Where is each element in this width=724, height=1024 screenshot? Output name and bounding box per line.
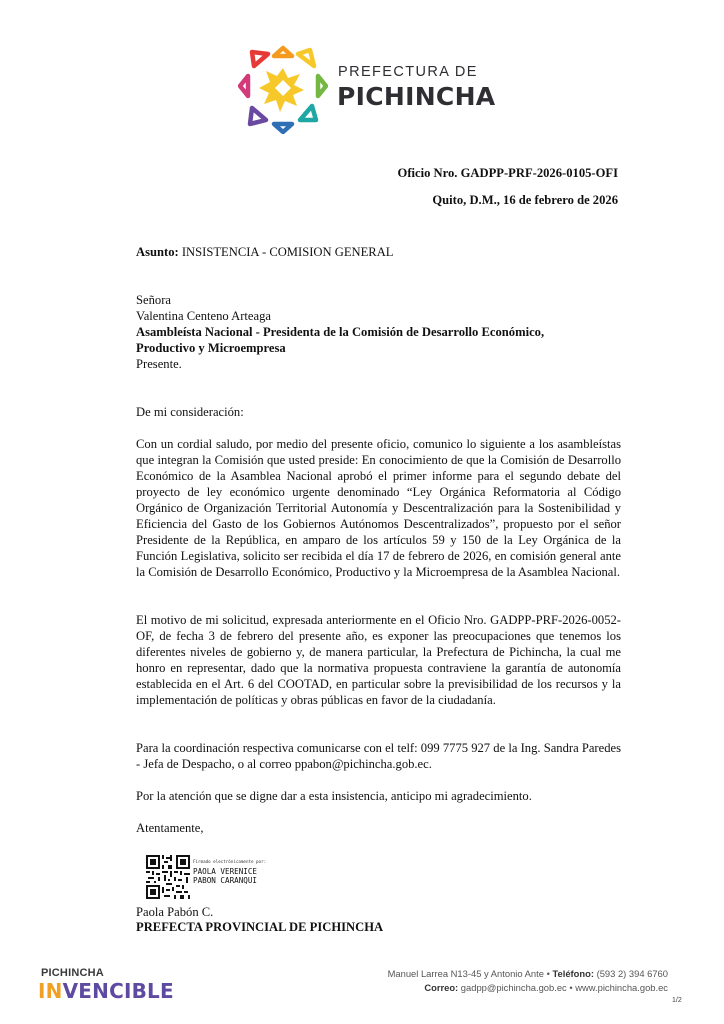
signed-electronically-label: Firmado electrónicamente por: bbox=[193, 859, 267, 864]
signer-line2: PABON CARANQUI bbox=[193, 876, 258, 885]
paragraph-3: Para la coordinación respectiva comunicarse con el telf: 099 7775 927 de la Ing. Sandra Paredes - Jefa de Despacho, o al correo ppabon@pichincha.gob.ec. bbox=[136, 741, 621, 771]
subject-line bbox=[136, 244, 394, 260]
place-date: Quito, D.M., 16 de febrero de 2026 bbox=[432, 193, 618, 207]
recipient-presente: Presente. bbox=[136, 357, 182, 371]
recipient-name: Valentina Centeno Arteaga bbox=[136, 309, 271, 323]
subject-text: INSISTENCIA - COMISION GENERAL bbox=[181, 245, 394, 259]
paragraph-4: Por la atención que se digne dar a esta insistencia, anticipo mi agradecimiento. bbox=[136, 789, 532, 803]
recipient-title: Señora bbox=[136, 293, 171, 307]
signer-line1: PAOLA VERENICE bbox=[193, 867, 258, 876]
paragraph-2: El motivo de mi solicitud, expresada anteriormente en el Oficio Nro. GADPP-PRF-2026-0052-OF, de fecha 3 de febrero del presente año, es exponer las preocupaciones que tenemos los diferentes niveles de gobierno y, de manera particular, la Prefectura de Pichincha, la cual me honro en representar, dado que la normativa propuesta contraviene la garantía de autonomía establecida en el Art. 6 del COOTAD, en particular sobre la previsibilidad de los recursos y la implementación de políticas y obras públicas en favor de la ciudadanía. bbox=[136, 613, 621, 707]
closing: Atentamente, bbox=[136, 821, 204, 835]
footer-contact-line bbox=[424, 982, 668, 993]
footer-email: gadpp@pichincha.gob.ec • www.pichincha.gob.ec bbox=[460, 982, 668, 993]
prefectura-logo bbox=[238, 44, 496, 134]
recipient-role-line2: Productivo y Microempresa bbox=[136, 341, 286, 355]
footer-address-line bbox=[388, 968, 668, 979]
footer-brand-line1: PICHINCHA bbox=[41, 967, 104, 979]
recipient-role-line1: Asambleísta Nacional - Presidenta de la Comisión de Desarrollo Económico, bbox=[136, 325, 545, 339]
oficio-number: Oficio Nro. GADPP-PRF-2026-0105-OFI bbox=[397, 166, 618, 180]
footer-phone-label: Teléfono: bbox=[552, 968, 594, 979]
footer-brand-in: IN bbox=[38, 979, 63, 1003]
footer-brand-line2 bbox=[38, 979, 174, 1003]
footer-brand-rest: VENCIBLE bbox=[62, 979, 174, 1003]
signer-name: Paola Pabón C. bbox=[136, 905, 214, 919]
signature-qr-code bbox=[146, 855, 190, 899]
logo-line1: PREFECTURA DE bbox=[338, 64, 478, 80]
page-number: 1/2 bbox=[672, 997, 682, 1004]
footer-address: Manuel Larrea N13-45 y Antonio Ante • bbox=[387, 968, 550, 979]
footer-email-label: Correo: bbox=[424, 982, 459, 993]
paragraph-1: Con un cordial saludo, por medio del presente oficio, comunico lo siguiente a los asambleístas que integran la Comisión que usted preside: En conocimiento de que la Comisión de Desarrollo Económico de la Asamblea Nacional aprobó el primer informe para el segundo debate del proyecto de ley económico urgente denominado “Ley Orgánica Reformatoria al Código Orgánico de Organización Territorial Autonomía y Descentralización para la Sostenibilidad y Eficiencia del Gasto de los Gobiernos Autónomos Descentralizados”, propuesto por el señor Presidente de la República, en amparo de los artículos 59 y 150 de la Ley Orgánica de la Función Legislativa, solicito ser recibida el día 17 de febrero de 2026, en comisión general ante la Comisión de Desarrollo Económico, Productivo y la Microempresa de la Asamblea Nacional. bbox=[136, 437, 621, 579]
signer-title: PREFECTA PROVINCIAL DE PICHINCHA bbox=[136, 920, 384, 934]
subject-label: Asunto: bbox=[136, 245, 179, 259]
sun-emblem-icon bbox=[238, 44, 328, 134]
greeting: De mi consideración: bbox=[136, 405, 244, 419]
logo-line2: PICHINCHA bbox=[337, 82, 496, 111]
footer-phone: (593 2) 394 6760 bbox=[596, 968, 668, 979]
